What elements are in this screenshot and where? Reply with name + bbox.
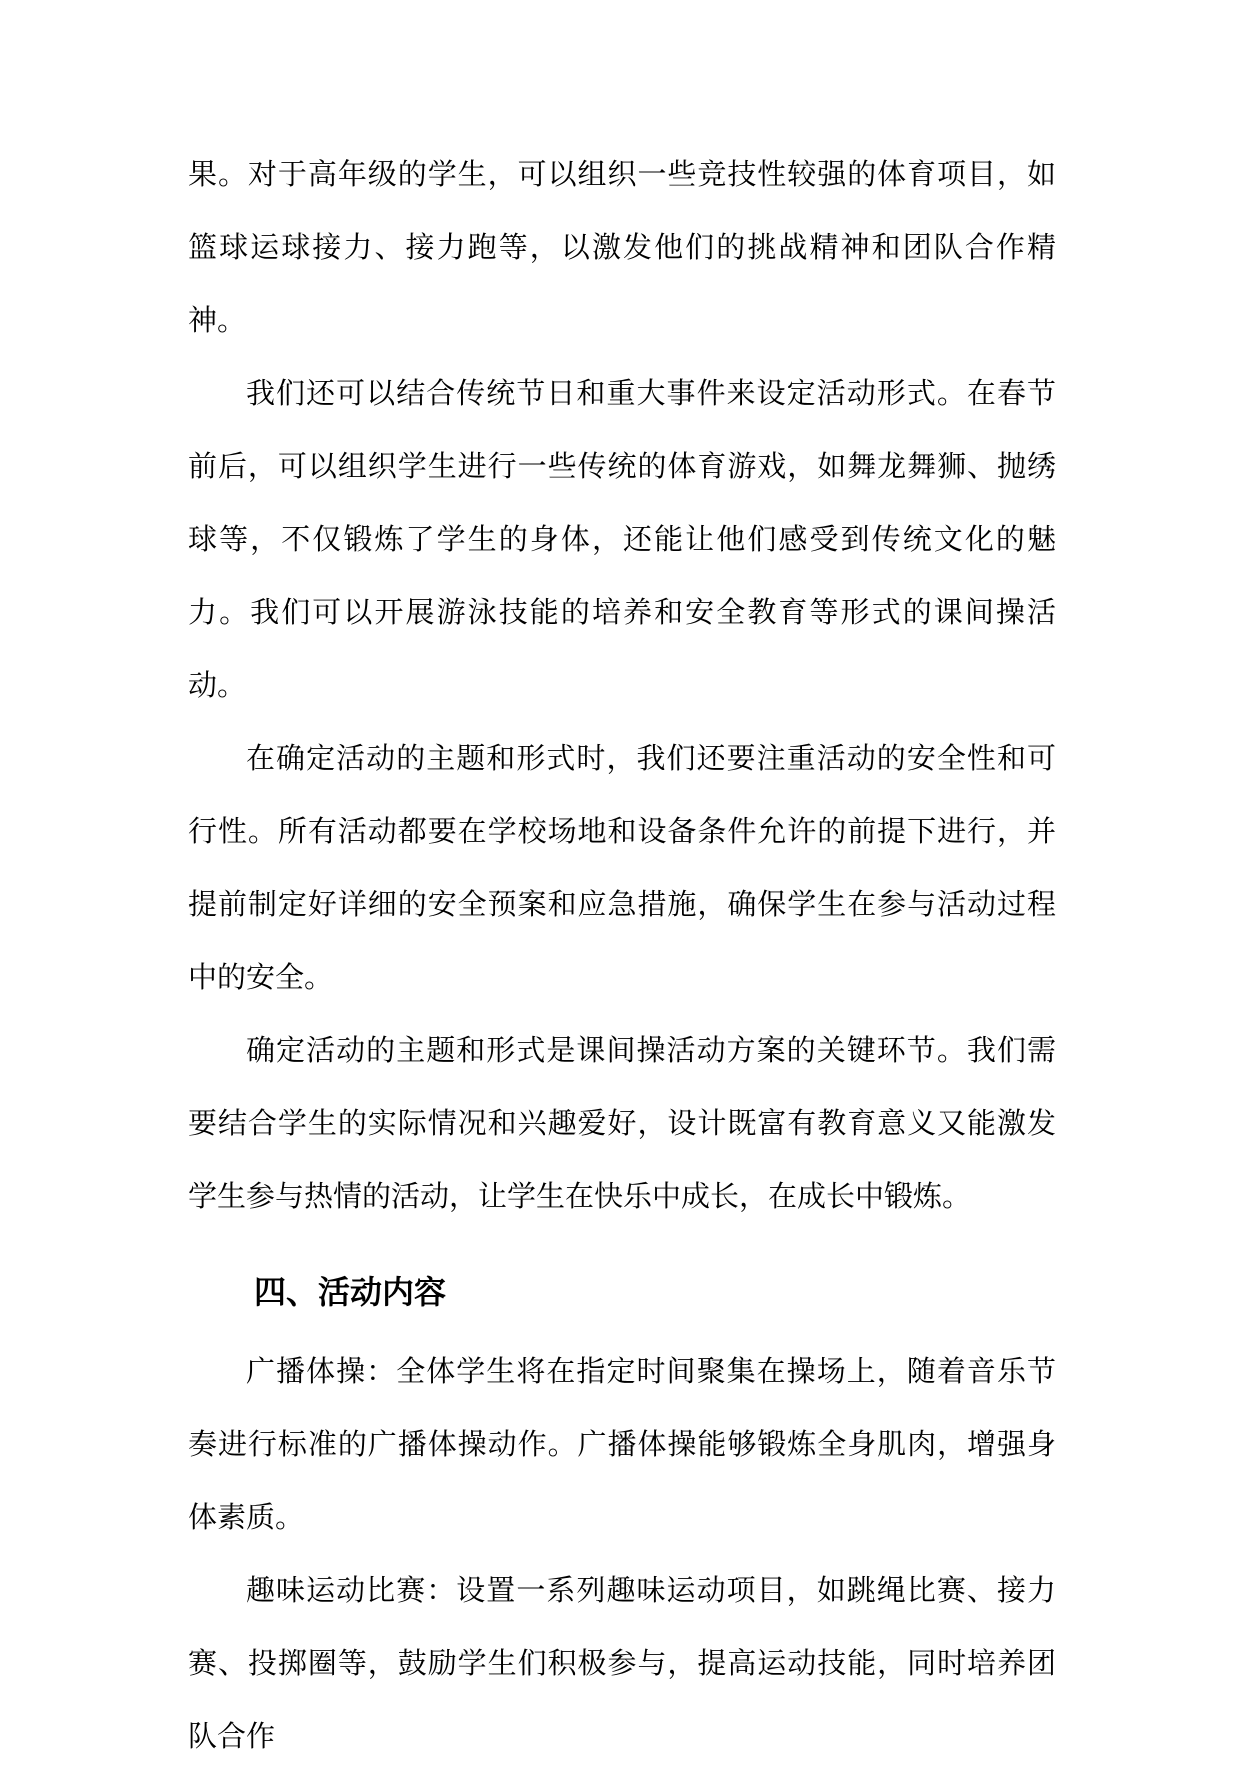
section-heading: 四、活动内容 (254, 1273, 447, 1311)
paragraph-key-step: 确定活动的主题和形式是课间操活动方案的关键环节。我们需要结合学生的实际情况和兴趣爱好，设计既富有教育意义又能激发学生参与热情的活动，让学生在快乐中成长，在成长中锻炼。 (188, 1033, 1056, 1213)
paragraph-fun-sports: 趣味运动比赛：设置一系列趣味运动项目，如跳绳比赛、接力赛、投掷圈等，鼓励学生们积极参与，提高运动技能，同时培养团队合作 (188, 1573, 1056, 1753)
paragraph-safety-feasibility: 在确定活动的主题和形式时，我们还要注重活动的安全性和可行性。所有活动都要在学校场地和设备条件允许的前提下进行，并提前制定好详细的安全预案和应急措施，确保学生在参与活动过程中的安全。 (188, 741, 1056, 994)
document-body (188, 138, 1056, 1773)
paragraph-traditional-festivals: 我们还可以结合传统节日和重大事件来设定活动形式。在春节前后，可以组织学生进行一些传统的体育游戏，如舞龙舞狮、抛绣球等，不仅锻炼了学生的身体，还能让他们感受到传统文化的魅力。我们可以开展游泳技能的培养和安全教育等形式的课间操活动。 (188, 376, 1056, 702)
paragraph-radio-exercise: 广播体操：全体学生将在指定时间聚集在操场上，随着音乐节奏进行标准的广播体操动作。广播体操能够锻炼全身肌肉，增强身体素质。 (188, 1354, 1056, 1534)
paragraph-continuation: 果。对于高年级的学生，可以组织一些竞技性较强的体育项目，如篮球运球接力、接力跑等，以激发他们的挑战精神和团队合作精神。 (188, 157, 1056, 337)
